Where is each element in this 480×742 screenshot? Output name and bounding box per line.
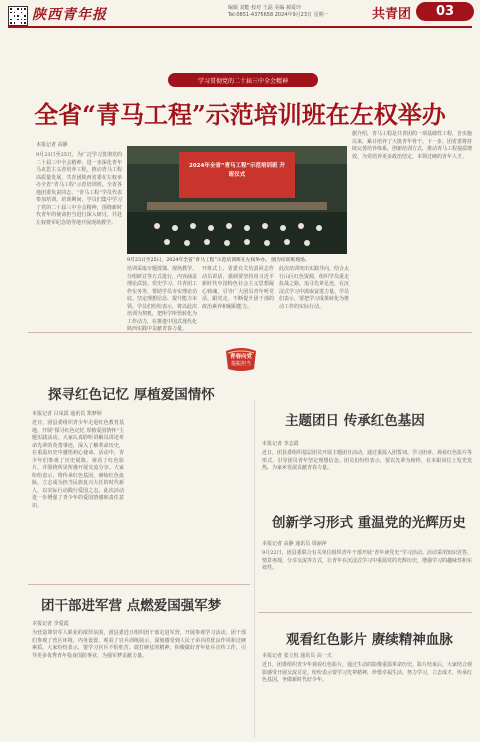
photo-banner-text: 2024年全省“青马工程”示范培训班 开班仪式 [189, 163, 285, 178]
lead-column-4: 此次培训突出实践导向，结合太行山区红色资源，组织学员重走抗战之路，追寻先辈足迹，在沉浸式学习中汲取奋进力量。学员们表示，要把学习成果转化为推动工作的实际行动。 [279, 266, 350, 310]
lead-column-2: 培训采取专题授课、现场教学、分组研讨等方式进行，内容涵盖理论武装、党史学习、共青团工作实务等，帮助学员夯实理论功底、坚定理想信念、提升能力本领。学员们纷纷表示，将以此次培训为契机，把所学所悟转化为工作动力，在推进中国式现代化陕西实践中贡献青春力量。 [127, 266, 198, 332]
lead-photo [127, 146, 347, 254]
column-divider [254, 400, 255, 738]
lead-column-1: 9月23日至25日，为广泛学习贯彻党的二十届三中全会精神，进一步深化青年马克思主义者培养工程，推动青马工程高质量发展，共青团陕西省委在左权举办全省“青马工程”示范培训班。全省各地团委负责同志、“青马工程”学员代表参加培训。培训期间，学员们集中学习了党的二十届三中全会精神，围绕新时代青年的使命担当进行深入研讨，并赴左权将军纪念馆等地开展现场教学。 [36, 152, 122, 226]
article-title: 主题团日 传承红色基因 [285, 413, 425, 429]
article-4-top-rule [28, 584, 250, 585]
article-byline: 本报记者 高静 通讯员 周丽萍 [262, 541, 327, 547]
article-body: 近日，团委组织青少年观看红色影片，通过生动的影像重温革命历史。影片结束后，大家结合观影感受开展交流讨论，纷纷表示要学习先辈精神，珍惜幸福生活，努力学习，立志成才，传承红色基因，争做新时代好少年。 [262, 662, 473, 683]
lead-bottom-rule [28, 332, 472, 333]
article-body: 为营造尊崇军人职业的浓厚氛围，团县委近日组织团干部走进军营，开展参观学习活动。团干部们参观了营区环境、内务设置，观看了官兵训练展示，深刻感受到人民子弟兵的优良作风和过硬素质。大家纷纷表示，要学习官兵不怕吃苦、敢打硬仗的精神，积极做好青年征兵宣传工作，引导更多优秀青年投身国防事业，为强军梦贡献力量。 [32, 630, 246, 659]
photo-caption: 9月23日至25日，2024年全省“青马工程”示范培训班在左权举办。 图为培训班现场。 [127, 258, 310, 263]
lead-column-3: 开班式上，省委有关负责同志作动员讲话，强调要坚持用习近平新时代中国特色社会主义思想凝心铸魂，引导广大团员青年听党话、跟党走，不断提升团干部的政治素养和履职能力。 [202, 266, 274, 310]
article-title: 创新学习形式 重温党的光辉历史 [272, 515, 466, 531]
masthead-divider [8, 26, 472, 28]
masthead-meta [228, 5, 388, 19]
badge-line-1: 青春向党 [229, 354, 252, 360]
lead-byline: 本报记者 高静 [36, 142, 68, 148]
article-byline: 本报记者 李爱霞 [32, 621, 69, 627]
lead-column-5: 据介绍，青马工程是共青团的一项基础性工程，自实施以来，累计培养了大批青年骨干。下一步，团省委将持续完善培养体系，创新培训方式，推动青马工程提质增效，为党培养更多政治坚定、本领过硬的青年人才。 [352, 131, 473, 160]
article-5-top-rule [258, 612, 472, 613]
badge-line-2: 提振担当 [230, 361, 251, 367]
masthead-logo: 陕西青年报 [32, 7, 107, 23]
lead-headline: 全省“青马工程”示范培训班在左权举办 [34, 100, 446, 129]
article-title: 团干部进军营 点燃爱国强军梦 [41, 598, 222, 614]
meta-contact-date: Tel:0851-4375658 2024年9月23日 星期一 [228, 12, 329, 18]
article-byline: 本报记者 吕凤霞 通讯员 郑梦婷 [32, 411, 102, 417]
article-title: 探寻红色记忆 厚植爱国情怀 [48, 387, 215, 403]
article-title: 观看红色影片 赓续精神血脉 [286, 632, 453, 648]
article-body: 近日，团县委组织青少年走进红色教育基地，开展“探寻红色记忆 厚植爱国情怀”主题实践活动。大家认真聆听讲解员讲述革命先辈的英勇事迹，深入了解革命历史，在重温历史中感悟初心使命。活动中，青少年们参观了历史展陈、观看了红色影片，并围绕所见所感开展交流分享。大家纷纷表示，将传承红色基因，赓续红色血脉，立志成为担当民族复兴大任的时代新人，以实际行动践行爱国之志。此次活动进一步增强了青少年的爱国情感和责任意识。 [32, 420, 124, 509]
qr-code-icon [8, 6, 28, 26]
article-body: 近日，团县委组织基层团员开展主题团日活动，通过重温入团誓词、学习团章、观看红色影片等形式，引导团员青年坚定理想信念。团员们纷纷表示，要以先辈为榜样，在本职岗位上发光发热，为家乡发展贡献青春力量。 [262, 450, 473, 471]
article-body: 9月22日，团县委联合有关单位组织青年干部开展“青年读党史”学习活动。活动采用知识竞答、情景再现、分享交流等方式，让青年在沉浸式学习中重温党的光辉历史，增强学习的趣味性和实效性。 [262, 550, 473, 571]
meta-editors: 编辑 刘能 校对 王磊 美编 郝爱玲 [228, 5, 301, 11]
section-name: 共青团 [372, 7, 412, 22]
article-byline: 本报记者 张立恒 通讯员 高一夫 [262, 653, 332, 659]
lead-kicker: 学习贯彻党的二十届三中全会精神 [168, 73, 318, 87]
page-number-badge: 03 [416, 2, 474, 21]
youth-badge [224, 347, 258, 373]
article-byline: 本报记者 李志霞 [262, 441, 299, 447]
